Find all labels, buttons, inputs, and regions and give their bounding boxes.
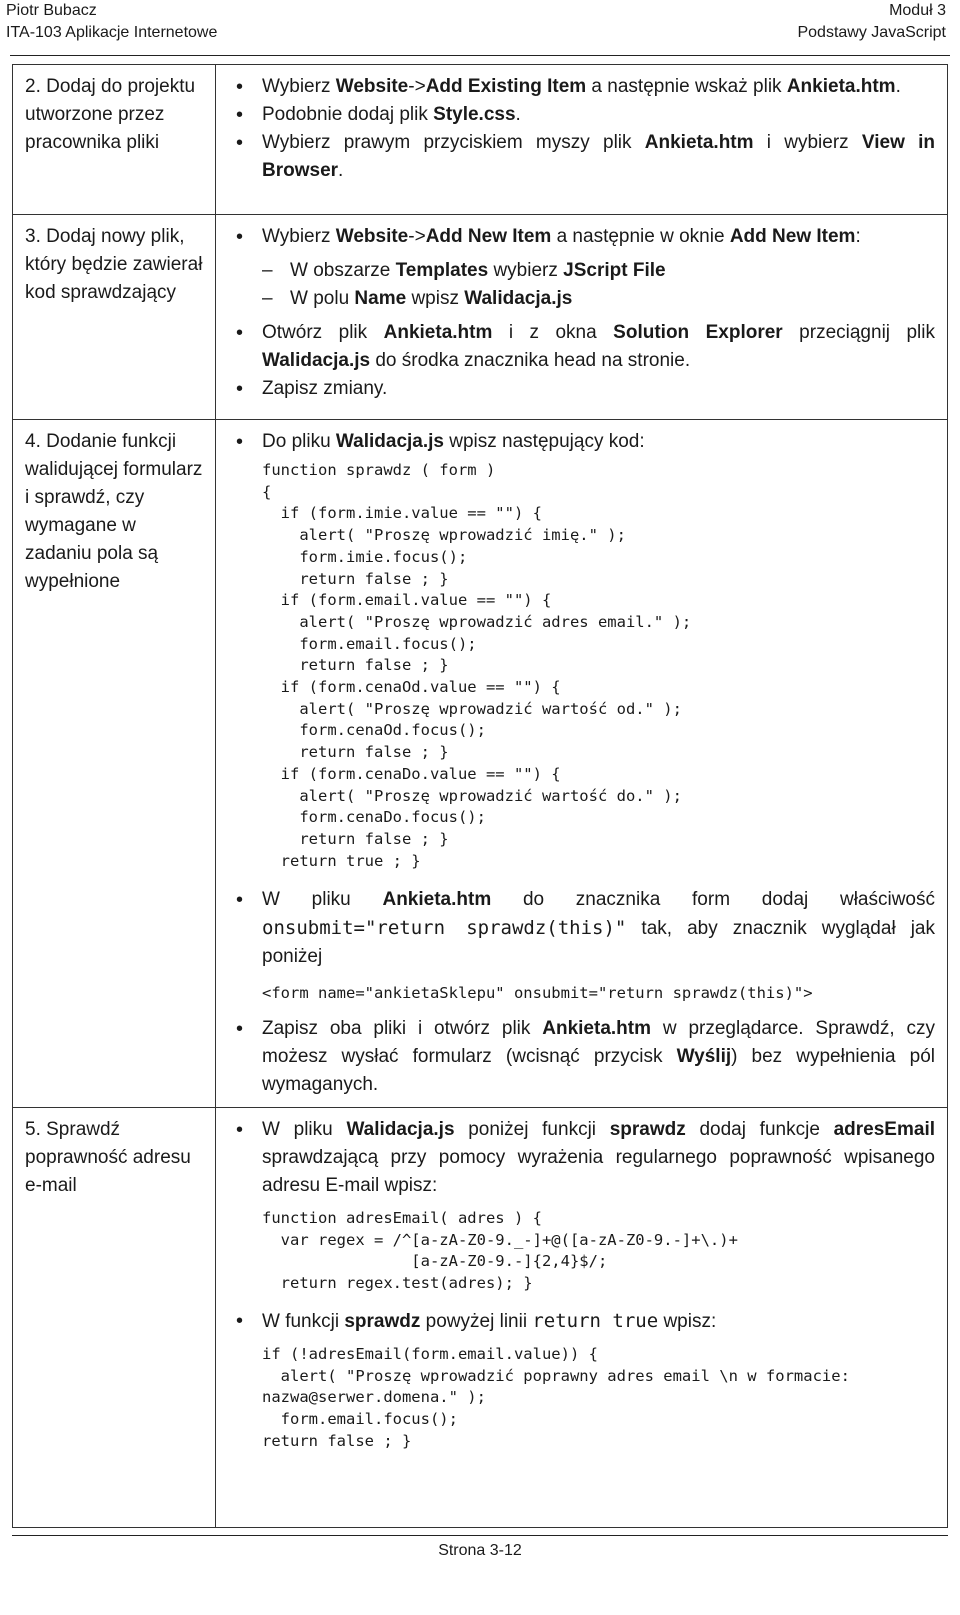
bullet-list — [230, 1116, 935, 1200]
step-content-cell — [216, 420, 948, 1108]
code-block: function adresEmail( adres ) { var regex = /^[a-zA-Z0-9._-]+@([a-zA-Z0-9.-]+\.)+ [a-zA-Z0-9.-]{2,4}$/; return regex.test(adres); } — [262, 1209, 738, 1293]
course-name: ITA-103 Aplikacje Internetowe — [6, 24, 218, 41]
list-item: • W funkcji sprawdz powyżej linii return true wpisz: — [230, 1307, 935, 1336]
step-label-cell — [13, 1108, 216, 1528]
footer-divider — [12, 1535, 948, 1536]
step-label: 3. Dodaj nowy plik, który będzie zawierał kod sprawdzający — [25, 226, 203, 303]
dash-list — [230, 257, 935, 313]
header-divider — [10, 55, 950, 56]
list-item: • Wybierz prawym przyciskiem myszy plik Ankieta.htm i wybierz View in Browser. — [230, 129, 935, 185]
code-block: if (!adresEmail(form.email.value)) { alert( "Proszę wprowadzić poprawny adres email \n w formacie: nazwa@serwer.domena." ); form.email.focus(); return false ; } — [262, 1344, 850, 1450]
step-row-3 — [13, 215, 948, 420]
bullet-list — [230, 1015, 935, 1099]
author-name: Piotr Bubacz — [6, 2, 97, 19]
bullet-list — [230, 428, 935, 456]
list-item: • W pliku Ankieta.htm do znacznika form dodaj właściwość onsubmit="return sprawdz(this)" tak, aby znacznik wyglądał jak poniżej — [230, 886, 935, 971]
list-item: • Wybierz Website->Add New Item a następnie w oknie Add New Item: — [230, 223, 935, 251]
step-label: 4. Dodanie funkcji walidującej formularz i sprawdź, czy wymagane w zadaniu pola są wypełnione — [25, 431, 203, 592]
bullet-list — [230, 73, 935, 185]
bullet-list — [230, 319, 935, 403]
module-name: Moduł 3 — [889, 2, 946, 19]
header-left — [6, 0, 217, 44]
list-item: – W polu Name wpisz Walidacja.js — [230, 285, 935, 313]
step-label-cell — [13, 215, 216, 420]
list-item: • W pliku Walidacja.js poniżej funkcji sprawdz dodaj funkcje adresEmail sprawdzającą przy pomocy wyrażenia regularnego poprawność wpisanego adresu E-mail wpisz: — [230, 1116, 935, 1200]
list-item: • Wybierz Website->Add Existing Item a następnie wskaż plik Ankieta.htm. — [230, 73, 935, 101]
code-block: function sprawdz ( form ) { if (form.imie.value == "") { alert( "Proszę wprowadzić imię." ); form.imie.focus(); return false ; } if (form.email.value == "") { alert( "Proszę wprowadzić adres email." ); form.email.focus(); return false ; } if (form.cenaOd.value == "") { alert( "Proszę wprowadzić wartość od." ); form.cenaOd.focus(); return false ; } if (form.cenaDo.value == "") { alert( "Proszę wprowadzić wartość do." ); form.cenaDo.focus(); return false ; } return true ; } — [262, 461, 692, 870]
bullet-list — [230, 886, 935, 971]
step-row-4 — [13, 420, 948, 1108]
step-label-cell — [13, 65, 216, 215]
topic-name: Podstawy JavaScript — [797, 24, 946, 41]
code-block: <form name="ankietaSklepu" onsubmit="return sprawdz(this)"> — [262, 984, 813, 1003]
list-item: • Podobnie dodaj plik Style.css. — [230, 101, 935, 129]
page-header — [0, 0, 960, 50]
header-right — [797, 0, 946, 44]
page-number: Strona 3-12 — [438, 1542, 522, 1559]
list-item: • Zapisz zmiany. — [230, 375, 935, 403]
step-label-cell — [13, 420, 216, 1108]
list-item: • Zapisz oba pliki i otwórz plik Ankieta.htm w przeglądarce. Sprawdź, czy możesz wysłać formularz (wcisnąć przycisk Wyślij) bez wypełnienia pól wymaganych. — [230, 1015, 935, 1099]
bullet-list — [230, 1307, 935, 1336]
step-content-cell — [216, 65, 948, 215]
list-item: – W obszarze Templates wybierz JScript File — [230, 257, 935, 285]
step-content-cell — [216, 215, 948, 420]
bullet-list — [230, 223, 935, 251]
steps-table — [12, 64, 948, 1528]
step-content-cell — [216, 1108, 948, 1528]
step-row-5 — [13, 1108, 948, 1528]
step-row-2 — [13, 65, 948, 215]
list-item: • Do pliku Walidacja.js wpisz następujący kod: — [230, 428, 935, 456]
step-label: 5. Sprawdź poprawność adresu e-mail — [25, 1119, 191, 1196]
step-label: 2. Dodaj do projektu utworzone przez pracownika pliki — [25, 76, 196, 153]
list-item: • Otwórz plik Ankieta.htm i z okna Solution Explorer przeciągnij plik Walidacja.js do środka znacznika head na stronie. — [230, 319, 935, 375]
